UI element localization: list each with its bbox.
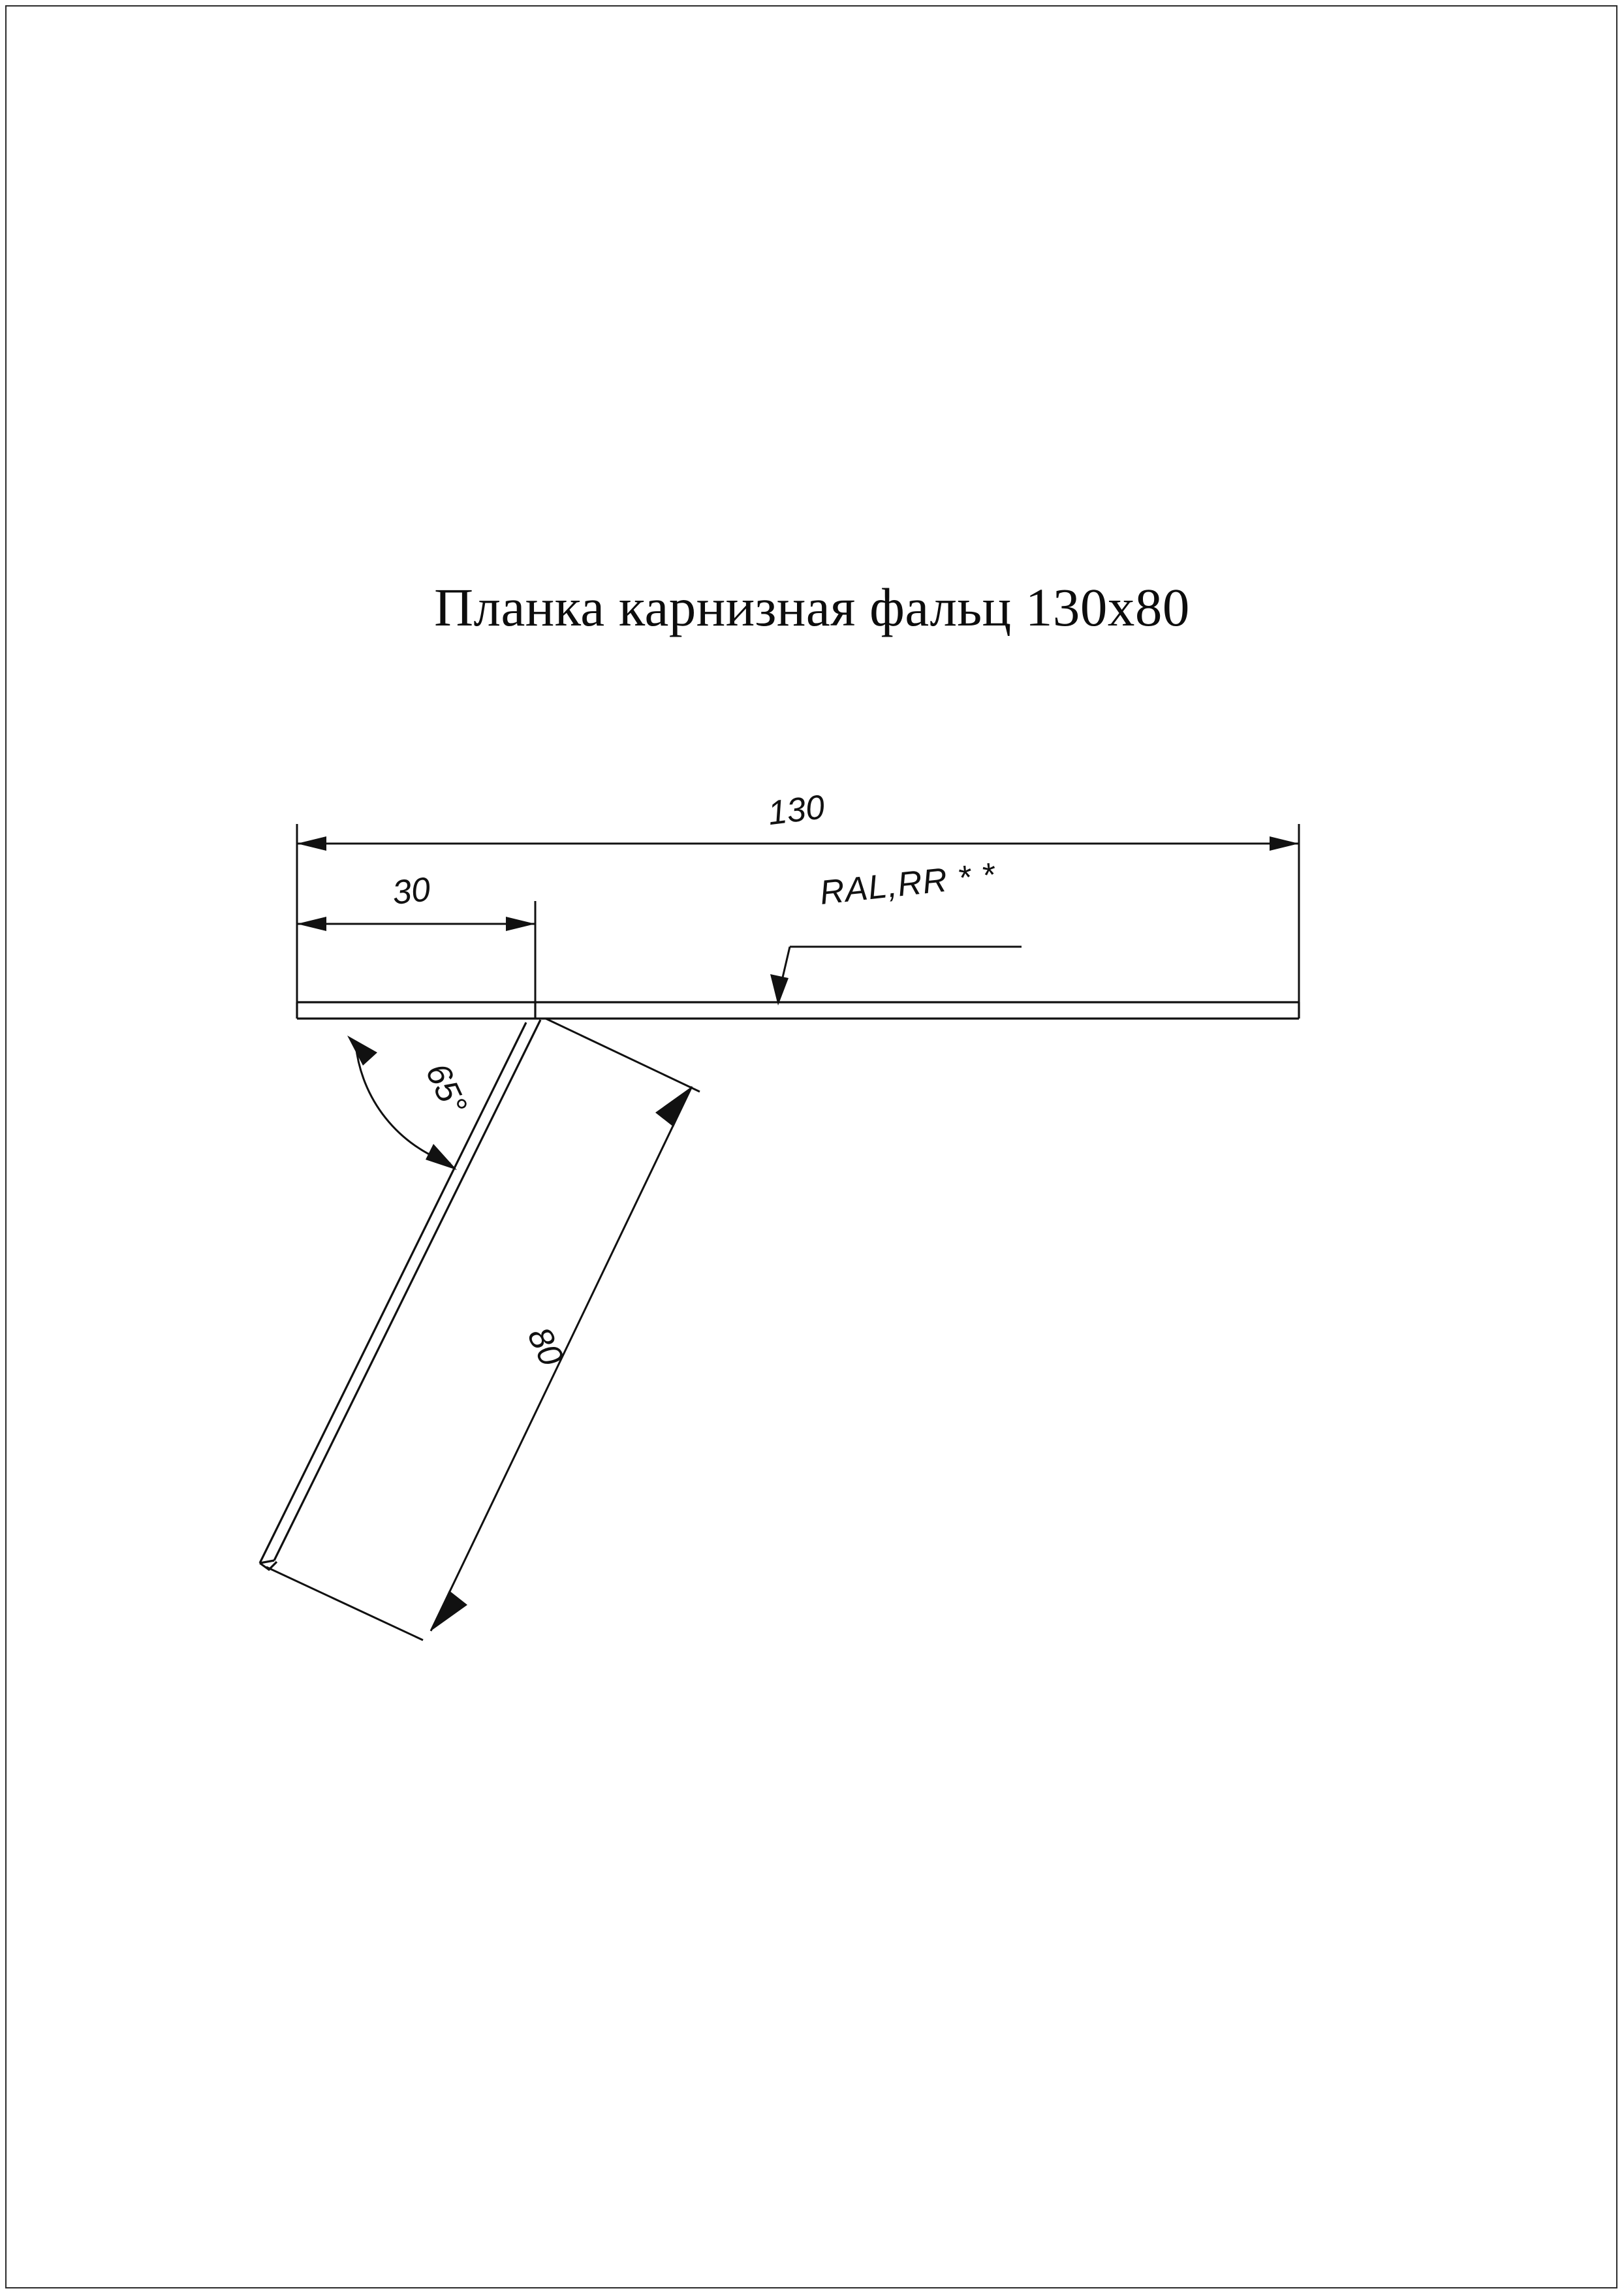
dim-label-130: 130 [766,788,827,833]
dimension-130 [297,824,1299,1019]
arrow-right-130 [1270,836,1299,851]
arrow-left-130 [297,836,326,851]
leader-arrow [770,974,789,1005]
ext-line-top-80 [546,1019,700,1092]
arrow-right-30 [506,917,535,931]
dim-label-30: 30 [390,870,433,912]
material-label: RAL,RR * * [818,856,997,912]
arrow-left-30 [297,917,326,931]
material-leader [770,947,1022,1005]
leg-outer-edge [274,1020,540,1560]
dim-label-80: 80 [520,1321,571,1372]
angle-arrow-top [347,1036,377,1066]
dimension-80 [0,0,700,1640]
page-title: Планка карнизная фальц 130х80 [434,577,1190,637]
leg-inner-edge [260,1022,526,1563]
arrow-top-80 [655,1086,692,1127]
profile-outline [260,1002,1299,1570]
angle-arrow-bottom [426,1144,457,1170]
dimension-30 [297,901,535,1019]
ext-line-bottom-80 [266,1567,423,1640]
arrow-bottom-80 [431,1591,467,1631]
dim-label-65: 65° [418,1057,475,1120]
